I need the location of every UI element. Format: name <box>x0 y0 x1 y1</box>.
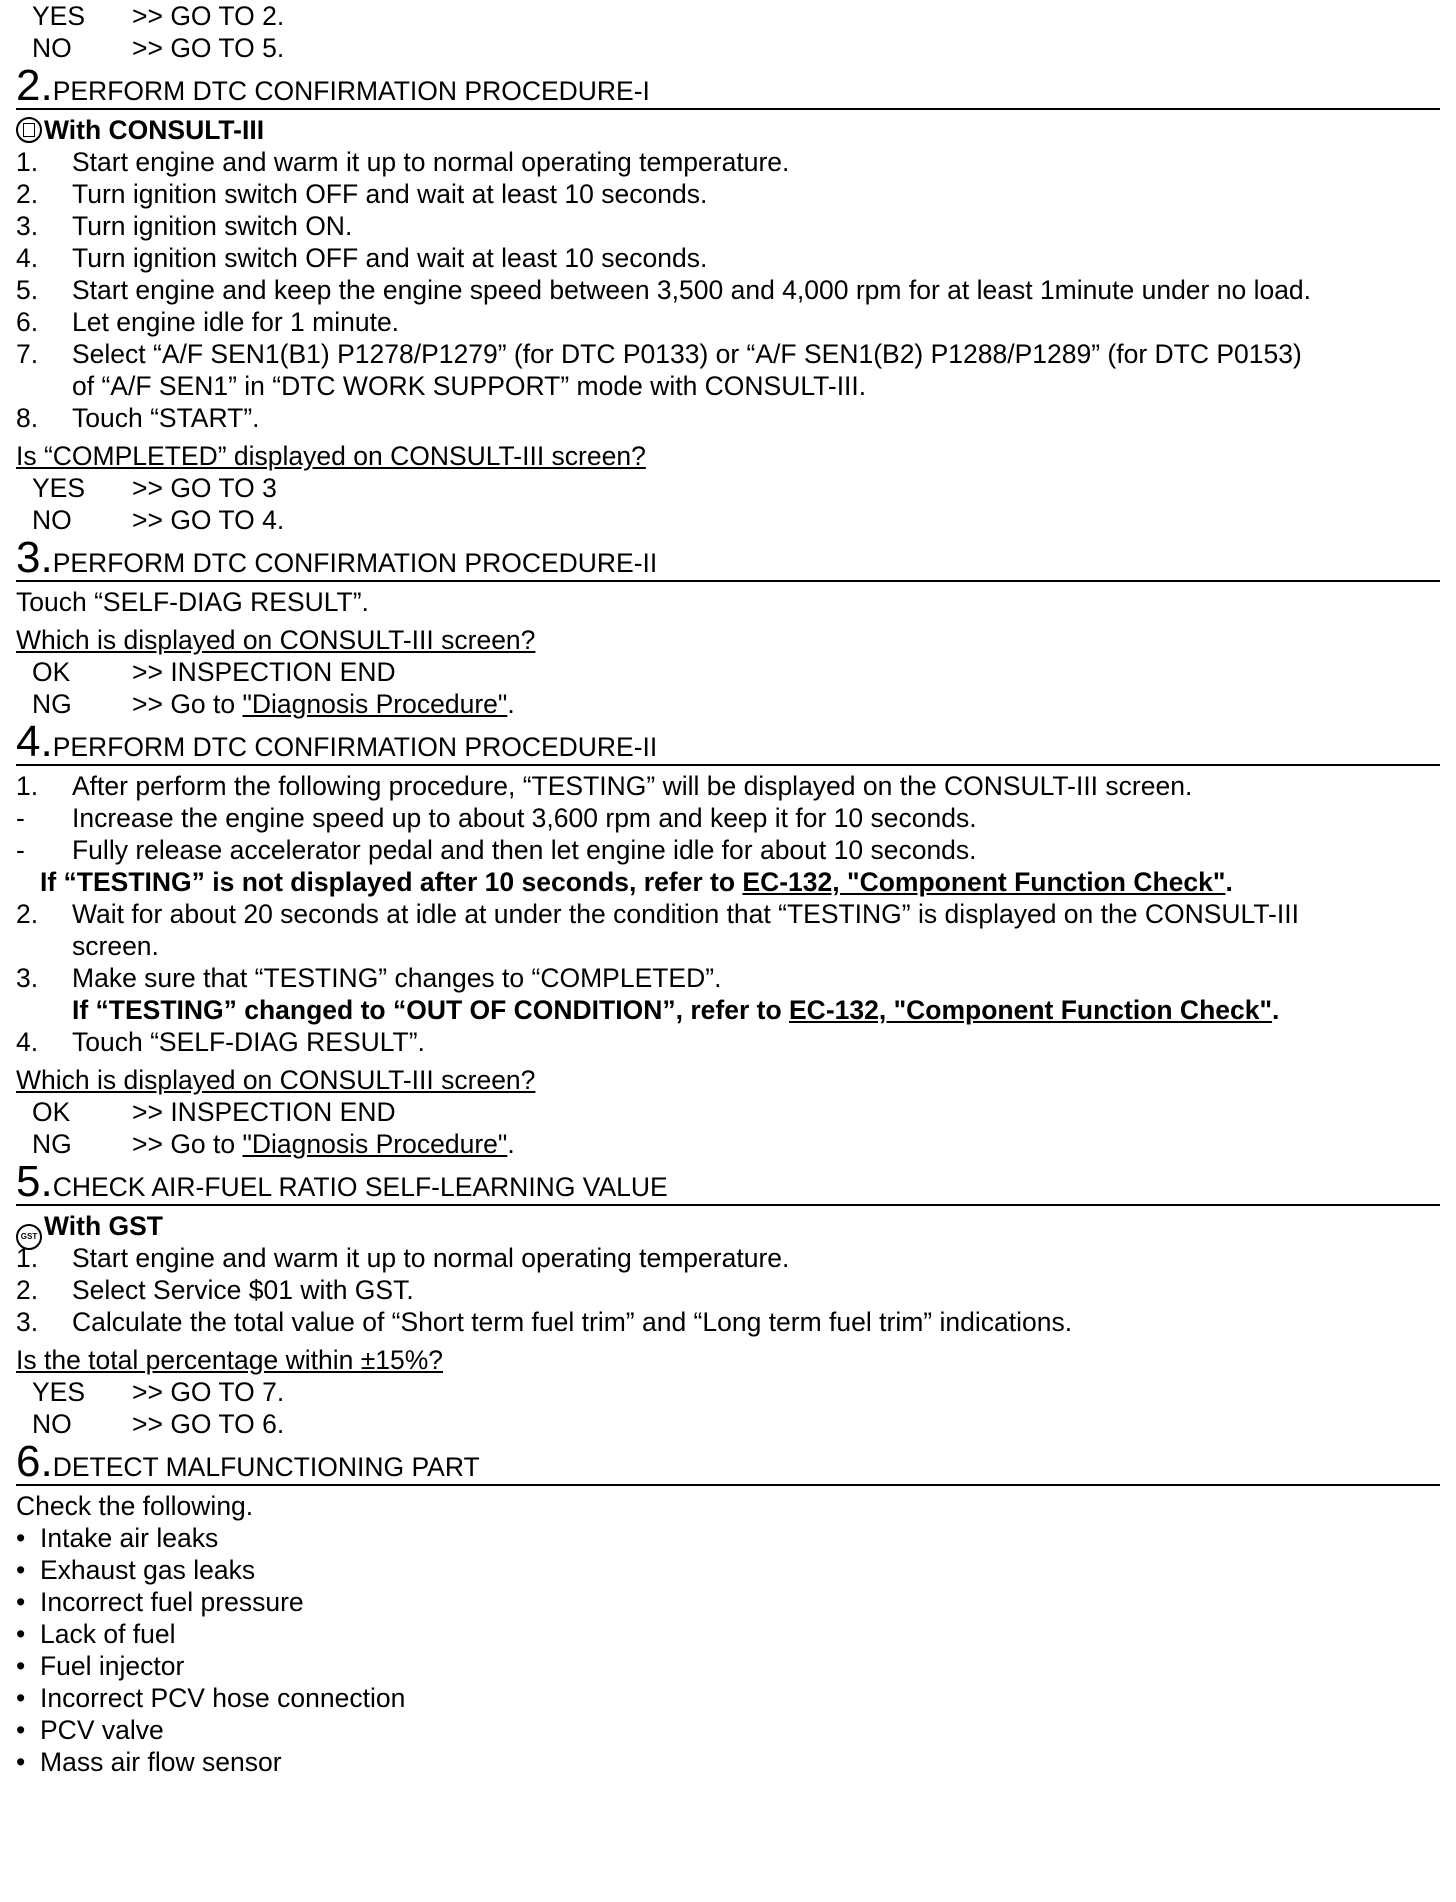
bullet-item: • Fuel injector <box>16 1651 185 1681</box>
tool-label: With CONSULT-III <box>16 114 1440 146</box>
step-title: DETECT MALFUNCTIONING PART <box>52 1452 480 1482</box>
list-item: 1. After perform the following procedure, “TESTING” will be displayed on the CONSULT-III screen. <box>16 771 1193 801</box>
step-number: 5. <box>16 1157 53 1206</box>
diagnosis-procedure-link[interactable]: "Diagnosis Procedure" <box>242 689 508 719</box>
bullet-item: • Incorrect PCV hose connection <box>16 1683 406 1713</box>
bullet-item: • PCV valve <box>16 1715 164 1745</box>
list-item: 5. Start engine and keep the engine speed between 3,500 and 4,000 rpm for at least 1minute under no load. <box>16 275 1312 305</box>
answer-row: YES >> GO TO 2. <box>32 1 285 31</box>
question: Is the total percentage within ±15%? <box>16 1345 444 1375</box>
step-title: PERFORM DTC CONFIRMATION PROCEDURE-I <box>52 76 650 106</box>
document-page <box>16 0 1440 1778</box>
step-5-heading <box>16 1157 1440 1206</box>
step-3-heading <box>16 533 1440 582</box>
step-title: PERFORM DTC CONFIRMATION PROCEDURE-II <box>52 548 658 578</box>
instruction-text: Check the following. <box>16 1491 254 1521</box>
step-6-heading <box>16 1437 1440 1486</box>
step-number: 3. <box>16 533 53 582</box>
answer-row: NO >> GO TO 6. <box>32 1409 285 1439</box>
instruction-text: Touch “SELF-DIAG RESULT”. <box>16 587 369 617</box>
question: Is “COMPLETED” displayed on CONSULT-III screen? <box>16 441 646 471</box>
list-item-continued: screen. <box>72 931 159 961</box>
bullet-item: • Intake air leaks <box>16 1523 219 1553</box>
step-title: CHECK AIR-FUEL RATIO SELF-LEARNING VALUE <box>52 1172 668 1202</box>
bullet-item: • Lack of fuel <box>16 1619 176 1649</box>
question: Which is displayed on CONSULT-III screen? <box>16 1065 536 1095</box>
list-item: 1. Start engine and warm it up to normal operating temperature. <box>16 1243 790 1273</box>
sub-item: - Increase the engine speed up to about 3,600 rpm and keep it for 10 seconds. <box>16 803 977 833</box>
list-item: 4. Touch “SELF-DIAG RESULT”. <box>16 1027 425 1057</box>
step-number: 6. <box>16 1437 53 1486</box>
step-4-heading <box>16 717 1440 766</box>
consult-icon <box>16 117 42 143</box>
list-item: 6. Let engine idle for 1 minute. <box>16 307 400 337</box>
answer-row: YES >> GO TO 3 <box>32 473 277 503</box>
list-item: 3. Make sure that “TESTING” changes to “COMPLETED”. <box>16 963 722 993</box>
answer-row: NO >> GO TO 5. <box>32 33 285 63</box>
answer-row: OK >> INSPECTION END <box>32 657 396 687</box>
list-item: 4. Turn ignition switch OFF and wait at least 10 seconds. <box>16 243 708 273</box>
bullet-item: • Exhaust gas leaks <box>16 1555 256 1585</box>
list-item: 3. Turn ignition switch ON. <box>16 211 353 241</box>
question: Which is displayed on CONSULT-III screen? <box>16 625 536 655</box>
note: If “TESTING” is not displayed after 10 seconds, refer to EC-132, "Component Function Check". <box>40 867 1233 897</box>
list-item: 1. Start engine and warm it up to normal operating temperature. <box>16 147 790 177</box>
list-item: 8. Touch “START”. <box>16 403 260 433</box>
answer-row: NO >> GO TO 4. <box>32 505 285 535</box>
list-item: 2. Wait for about 20 seconds at idle at under the condition that “TESTING” is displayed on the CONSULT-III <box>16 899 1299 929</box>
answer-row: OK >> INSPECTION END <box>32 1097 396 1127</box>
component-function-check-link[interactable]: EC-132, "Component Function Check" <box>789 995 1273 1025</box>
tool-label: GST With GST <box>16 1210 1440 1242</box>
list-item: of “A/F SEN1” in “DTC WORK SUPPORT” mode with CONSULT-III. <box>72 371 867 401</box>
bullet-item: • Mass air flow sensor <box>16 1747 282 1777</box>
list-item: 7. Select “A/F SEN1(B1) P1278/P1279” (for DTC P0133) or “A/F SEN1(B2) P1288/P1289” (for DTC P0153) <box>16 339 1302 369</box>
answer-row: YES >> GO TO 7. <box>32 1377 285 1407</box>
step-number: 2. <box>16 61 53 110</box>
bullet-item: • Incorrect fuel pressure <box>16 1587 304 1617</box>
diagnosis-procedure-link[interactable]: "Diagnosis Procedure" <box>242 1129 508 1159</box>
step-title: PERFORM DTC CONFIRMATION PROCEDURE-II <box>52 732 658 762</box>
list-item: 2. Turn ignition switch OFF and wait at least 10 seconds. <box>16 179 708 209</box>
list-item: 3. Calculate the total value of “Short term fuel trim” and “Long term fuel trim” indications. <box>16 1307 1073 1337</box>
note: If “TESTING” changed to “OUT OF CONDITION”, refer to EC-132, "Component Function Check". <box>72 995 1280 1025</box>
gst-icon: GST <box>16 1224 42 1250</box>
answer-row: NG >> Go to "Diagnosis Procedure". <box>32 689 515 719</box>
list-item: 2. Select Service $01 with GST. <box>16 1275 414 1305</box>
step-number: 4. <box>16 717 53 766</box>
component-function-check-link[interactable]: EC-132, "Component Function Check" <box>742 867 1226 897</box>
step-2-heading <box>16 61 1440 110</box>
answer-row: NG >> Go to "Diagnosis Procedure". <box>32 1129 515 1159</box>
sub-item: - Fully release accelerator pedal and then let engine idle for about 10 seconds. <box>16 835 977 865</box>
